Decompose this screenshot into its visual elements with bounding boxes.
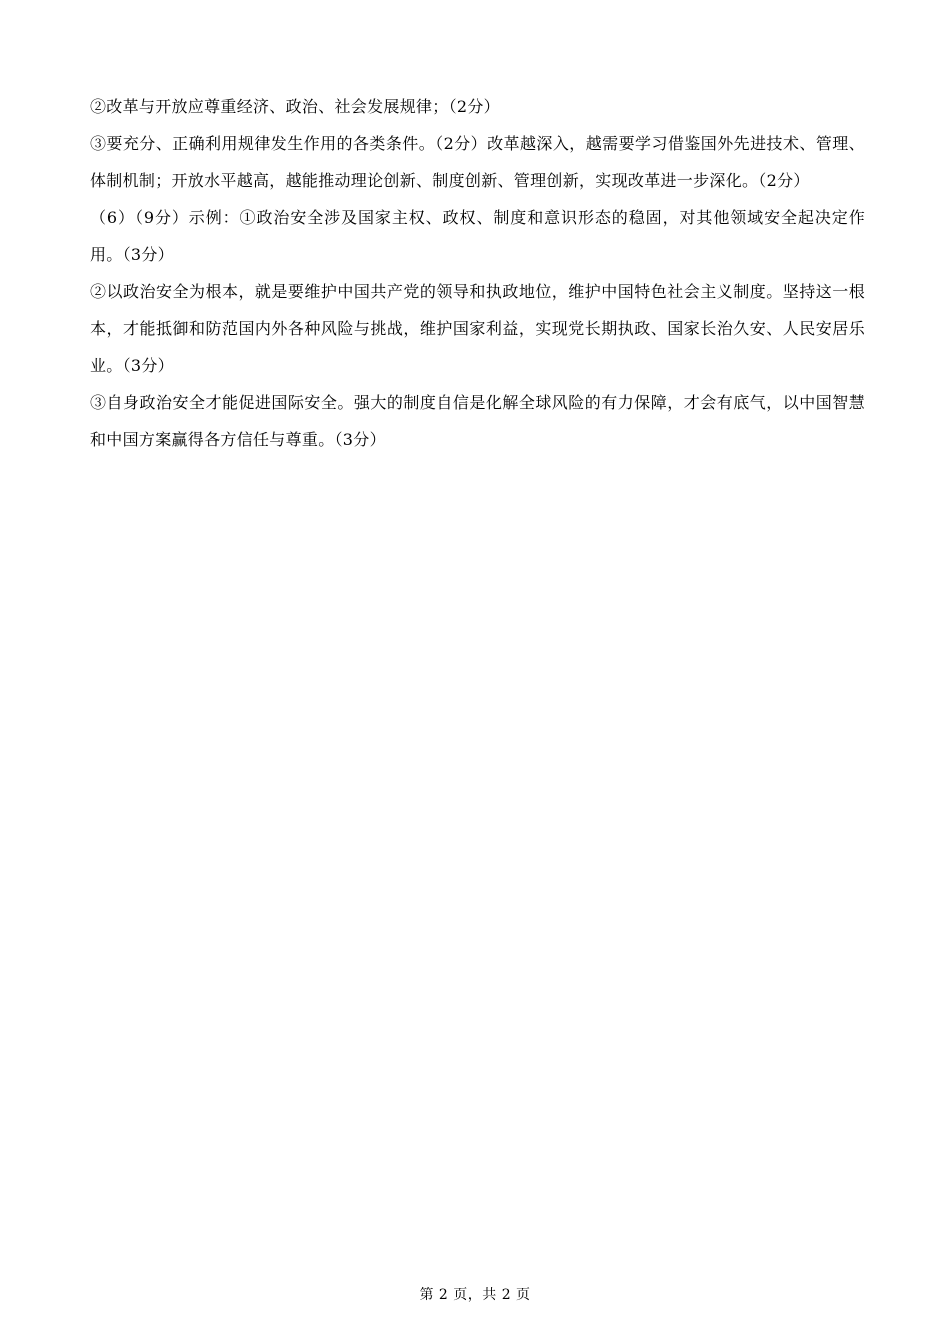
answer-paragraph-2: ③要充分、正确利用规律发生作用的各类条件。（2分）改革越深入，越需要学习借鉴国外先进技术、管理、体制机制；开放水平越高，越能推动理论创新、制度创新、管理创新，实现改革进一步深化。（2分） — [90, 134, 865, 190]
answer-paragraph-3: （6）（9分）示例：①政治安全涉及国家主权、政权、制度和意识形态的稳固，对其他领域安全起决定作用。（3分） — [90, 208, 865, 264]
page-footer: 第 2 页，共 2 页 — [419, 1287, 531, 1303]
answer-paragraph-4: ②以政治安全为根本，就是要维护中国共产党的领导和执政地位，维护中国特色社会主义制度。坚持这一根本，才能抵御和防范国内外各种风险与挑战，维护国家利益，实现党长期执政、国家长治久安、人民安居乐业。（3分） — [90, 282, 865, 375]
answer-content — [90, 88, 865, 458]
answer-paragraph-5: ③自身政治安全才能促进国际安全。强大的制度自信是化解全球风险的有力保障，才会有底气，以中国智慧和中国方案赢得各方信任与尊重。（3分） — [90, 393, 865, 449]
answer-paragraph-1: ②改革与开放应尊重经济、政治、社会发展规律；（2分） — [90, 97, 500, 116]
